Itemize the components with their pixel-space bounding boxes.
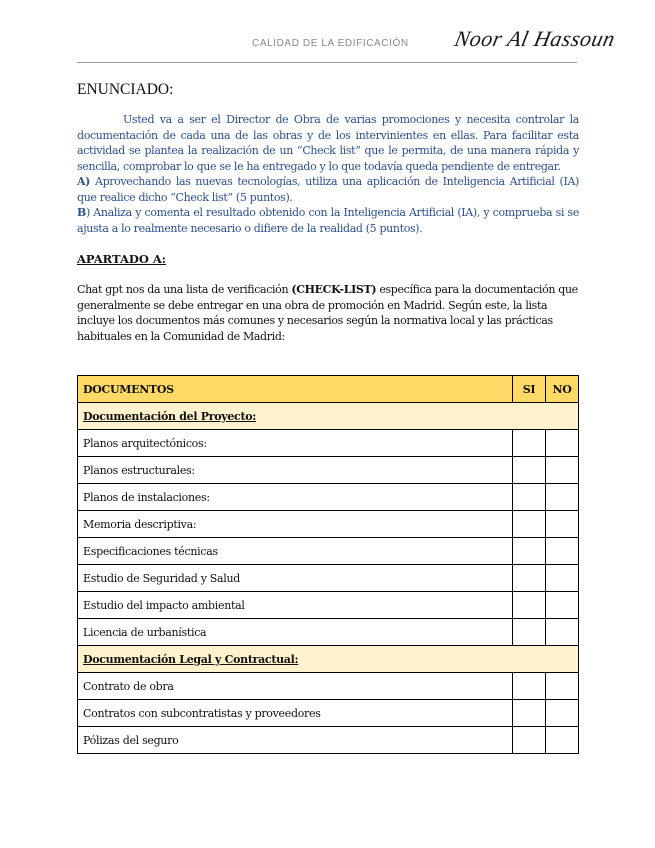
statement-item-a <box>77 174 579 205</box>
table-row <box>78 538 579 565</box>
intro-paragraph <box>77 282 579 344</box>
group-row-project <box>78 403 579 430</box>
si-cell[interactable] <box>513 511 546 538</box>
no-cell[interactable] <box>546 430 579 457</box>
header-title: CALIDAD DE LA EDIFICACIÓN <box>252 38 409 49</box>
intro-after: específica para la documentación que generalmente se debe entregar en una obra de promoción en Madrid. Según este, la lista incluye los documentos más comunes y necesarios según la normativa local y las prácticas habituales en la Comunidad de Madrid: <box>77 283 578 343</box>
table-row <box>78 592 579 619</box>
statement-item-b <box>77 205 579 236</box>
table-row <box>78 484 579 511</box>
no-cell[interactable] <box>546 673 579 700</box>
col-documents-header: DOCUMENTOS <box>78 376 513 403</box>
no-cell[interactable] <box>546 700 579 727</box>
document-name: Planos arquitectónicos: <box>78 430 513 457</box>
si-cell[interactable] <box>513 619 546 646</box>
item-a-text: Aprovechando las nuevas tecnologías, utiliza una aplicación de Inteligencia Artificial (IA) que realice dicho “Check list” (5 puntos). <box>77 175 579 204</box>
table-row <box>78 673 579 700</box>
group-row-legal <box>78 646 579 673</box>
no-cell[interactable] <box>546 457 579 484</box>
document-name: Planos de instalaciones: <box>78 484 513 511</box>
si-cell[interactable] <box>513 457 546 484</box>
group-legal-label: Documentación Legal y Contractual: <box>78 646 579 673</box>
table-header-row <box>78 376 579 403</box>
table-row <box>78 700 579 727</box>
no-cell[interactable] <box>546 484 579 511</box>
table-row <box>78 619 579 646</box>
no-cell[interactable] <box>546 538 579 565</box>
si-cell[interactable] <box>513 700 546 727</box>
col-no-header: NO <box>546 376 579 403</box>
document-name: Contratos con subcontratistas y proveedores <box>78 700 513 727</box>
no-cell[interactable] <box>546 619 579 646</box>
si-cell[interactable] <box>513 538 546 565</box>
col-si-header: SI <box>513 376 546 403</box>
statement-paragraph: Usted va a ser el Director de Obra de varias promociones y necesita controlar la documentación de cada una de las obras y de los intervinientes en ellas. Para facilitar esta actividad se plantea la realización de un “Check list” que le permita, de una manera rápida y sencilla, comprobar lo que se le ha entregado y lo que todavía queda pendiente de entregar. <box>77 113 579 173</box>
si-cell[interactable] <box>513 592 546 619</box>
checklist-table <box>77 375 579 754</box>
table-row <box>78 511 579 538</box>
si-cell[interactable] <box>513 673 546 700</box>
no-cell[interactable] <box>546 592 579 619</box>
statement-block <box>77 112 579 236</box>
no-cell[interactable] <box>546 727 579 754</box>
document-name: Pólizas del seguro <box>78 727 513 754</box>
section-title: APARTADO A: <box>77 252 167 266</box>
document-name: Especificaciones técnicas <box>78 538 513 565</box>
intro-bold: (CHECK-LIST) <box>291 283 377 296</box>
document-name: Licencia de urbanística <box>78 619 513 646</box>
document-name: Estudio de Seguridad y Salud <box>78 565 513 592</box>
header-divider <box>77 62 577 63</box>
document-name: Contrato de obra <box>78 673 513 700</box>
document-name: Estudio del impacto ambiental <box>78 592 513 619</box>
item-a-label: A) <box>77 175 91 188</box>
table-row <box>78 457 579 484</box>
table-row <box>78 727 579 754</box>
statement-heading: ENUNCIADO: <box>77 81 174 98</box>
author-signature: Noor Al Hassoun <box>452 26 618 51</box>
table-row <box>78 565 579 592</box>
si-cell[interactable] <box>513 727 546 754</box>
si-cell[interactable] <box>513 484 546 511</box>
item-b-label: B <box>77 206 86 219</box>
table-row <box>78 430 579 457</box>
si-cell[interactable] <box>513 430 546 457</box>
si-cell[interactable] <box>513 565 546 592</box>
no-cell[interactable] <box>546 565 579 592</box>
document-name: Planos estructurales: <box>78 457 513 484</box>
item-b-text: ) Analiza y comenta el resultado obtenido con la Inteligencia Artificial (IA), y comprueba si se ajusta a lo realmente necesario o difiere de la realidad (5 puntos). <box>77 206 579 235</box>
document-name: Memoria descriptiva: <box>78 511 513 538</box>
group-project-label: Documentación del Proyecto: <box>78 403 579 430</box>
no-cell[interactable] <box>546 511 579 538</box>
intro-before: Chat gpt nos da una lista de verificación <box>77 283 292 296</box>
